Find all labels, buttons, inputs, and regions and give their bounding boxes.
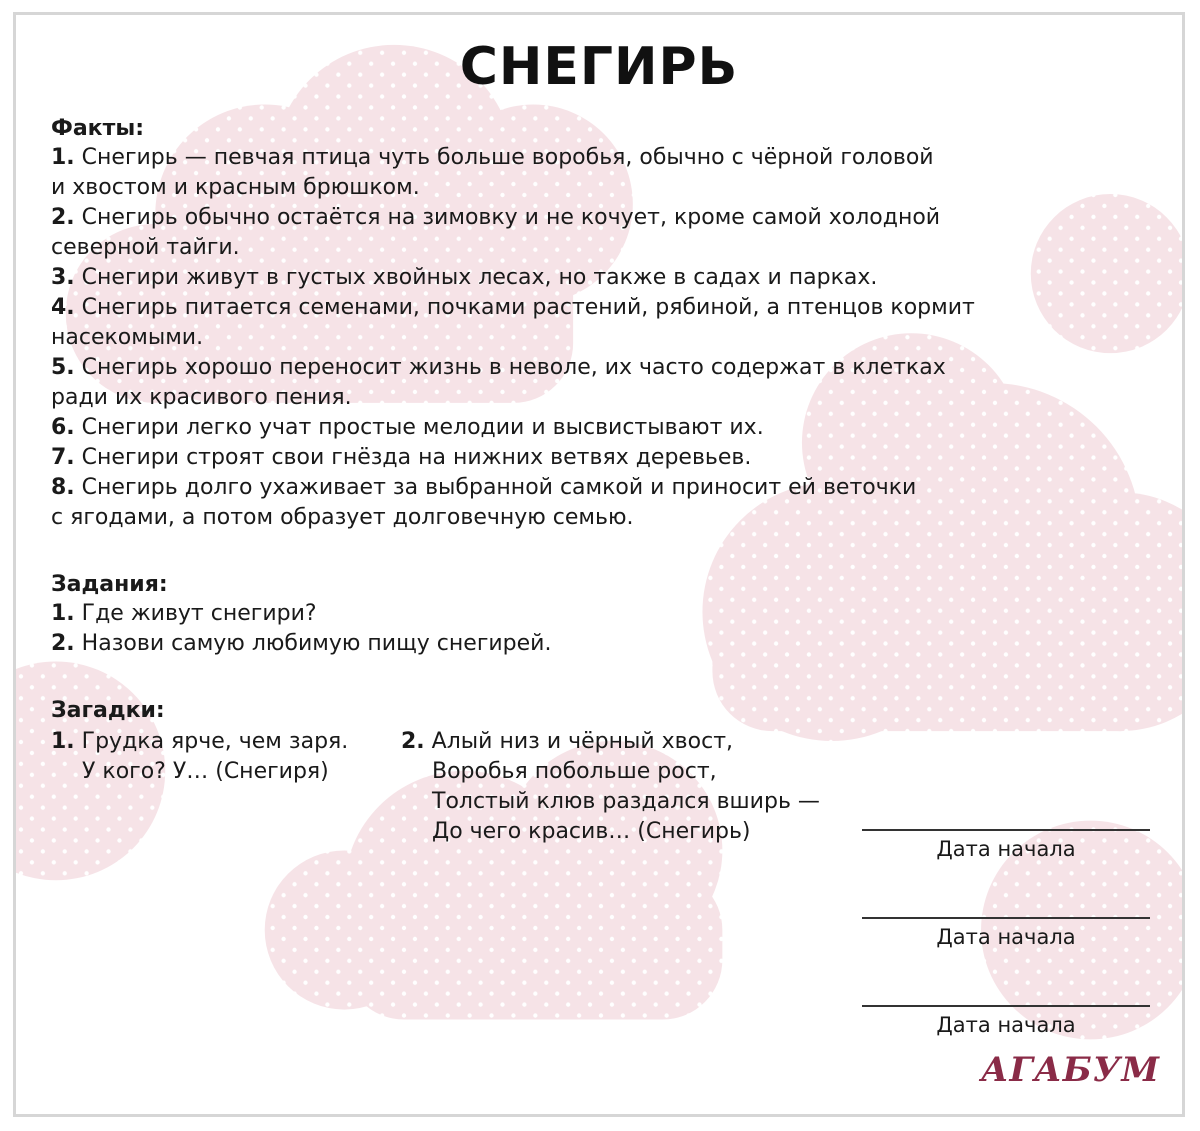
date-line <box>862 829 1150 831</box>
date-label: Дата начала <box>936 925 1076 949</box>
fact-item-continuation: насекомыми. <box>51 325 204 350</box>
tasks-heading: Задания: <box>51 572 168 597</box>
agabum-logo: АГАБУМ <box>980 1050 1160 1090</box>
fact-item-continuation: с ягодами, а потом образует долговечную семью. <box>51 505 634 530</box>
fact-item-continuation: северной тайги. <box>51 235 240 260</box>
fact-item: 4. Снегирь питается семенами, почками растений, рябиной, а птенцов кормит <box>51 295 975 320</box>
facts-section <box>51 116 1122 533</box>
fact-item: 6. Снегири легко учат простые мелодии и высвистывают их. <box>51 415 764 440</box>
task-item: 1. Где живут снегири? <box>51 601 317 626</box>
date-label: Дата начала <box>936 837 1076 861</box>
facts-heading: Факты: <box>51 116 145 141</box>
tasks-section <box>51 572 1122 659</box>
date-field[interactable] <box>862 1005 1150 1037</box>
page-title: СНЕГИРЬ <box>459 37 739 97</box>
date-field[interactable] <box>862 917 1150 949</box>
worksheet <box>13 12 1185 1117</box>
task-item: 2. Назови самую любимую пищу снегирей. <box>51 631 552 656</box>
riddles-heading: Загадки: <box>51 698 165 723</box>
fact-item: 2. Снегирь обычно остаётся на зимовку и не кочует, кроме самой холодной <box>51 205 941 230</box>
date-line <box>862 1005 1150 1007</box>
fact-item: 7. Снегири строят свои гнёзда на нижних ветвях деревьев. <box>51 445 752 470</box>
date-label: Дата начала <box>936 1013 1076 1037</box>
facts-list <box>51 143 1122 533</box>
riddle-1: 1. Грудка ярче, чем заря. У кого? У… (Снегиря) <box>51 729 349 784</box>
fact-item-continuation: ради их красивого пения. <box>51 385 352 410</box>
fact-item: 1. Снегирь — певчая птица чуть больше воробья, обычно с чёрной головой <box>51 145 934 170</box>
riddles-section <box>51 698 1122 725</box>
riddle-2: 2. Алый низ и чёрный хвост, Воробья побольше рост, Толстый клюв раздался вширь — До чего красив… (Снегирь) <box>401 729 820 844</box>
fact-item: 8. Снегирь долго ухаживает за выбранной самкой и приносит ей веточки <box>51 475 917 500</box>
fact-item: 5. Снегирь хорошо переносит жизнь в неволе, их часто содержат в клетках <box>51 355 946 380</box>
fact-item-continuation: и хвостом и красным брюшком. <box>51 175 420 200</box>
date-field[interactable] <box>862 829 1150 861</box>
fact-item: 3. Снегири живут в густых хвойных лесах, но также в садах и парках. <box>51 265 878 290</box>
date-line <box>862 917 1150 919</box>
